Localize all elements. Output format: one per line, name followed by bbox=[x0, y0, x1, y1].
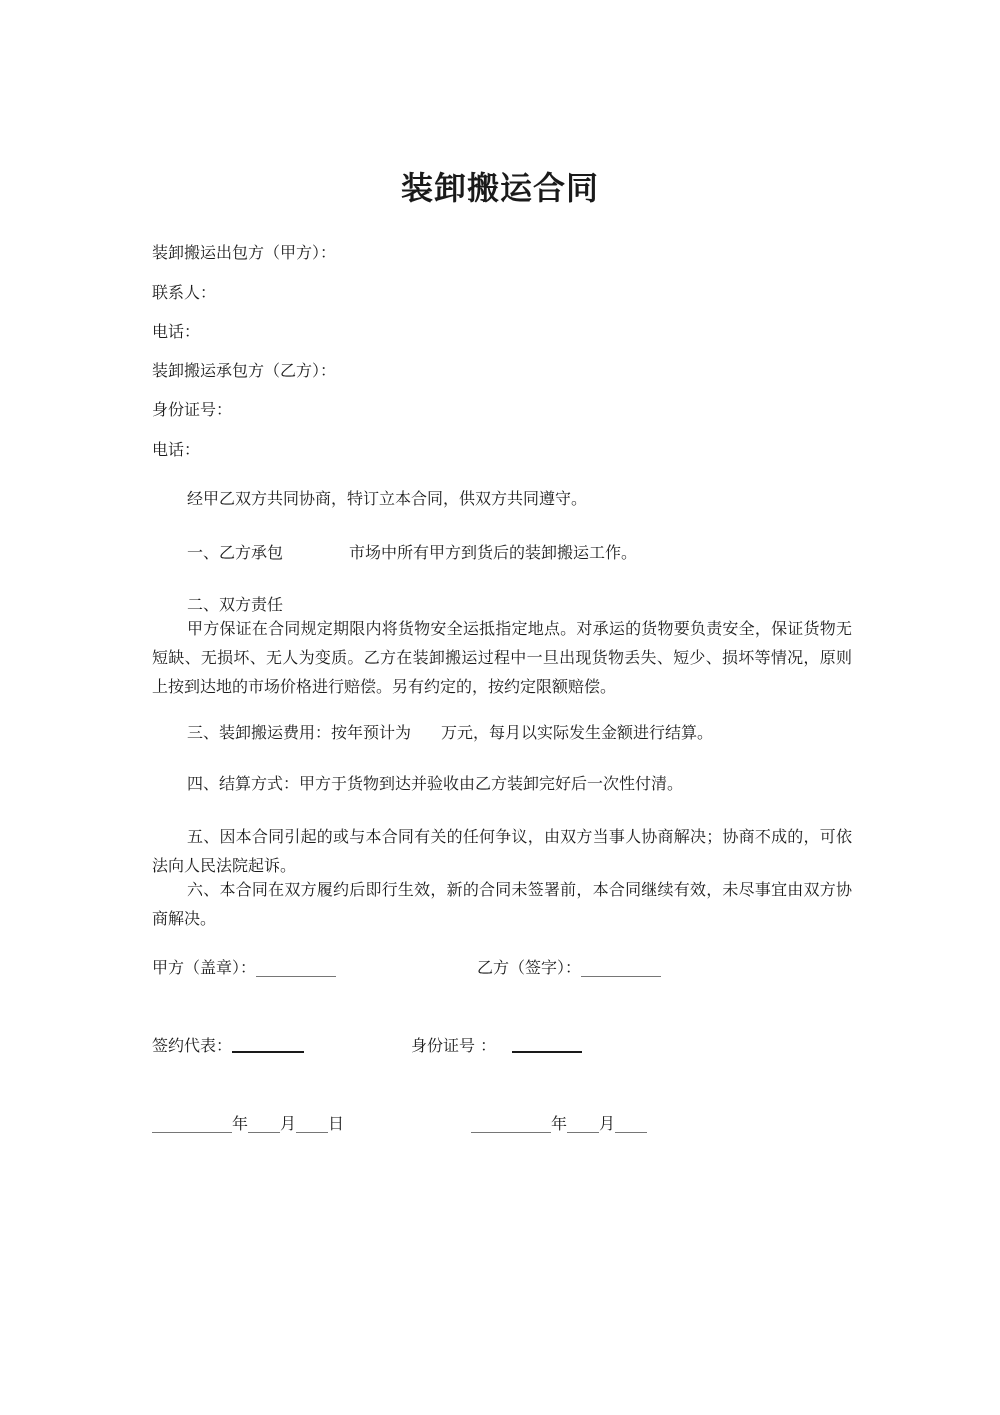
id-number-line: 身份证号： bbox=[152, 400, 233, 419]
clause-1-part1: 一、乙方承包 bbox=[187, 543, 284, 562]
clause-5: 五、因本合同引起的或与本合同有关的任何争议，由双方当事人协商解决；协商不成的，可依法向人民法院起诉。 bbox=[152, 827, 852, 875]
party-a-seal: 甲方（盖章）：__________ bbox=[152, 958, 337, 977]
intro-paragraph: 经甲乙双方共同协商，特订立本合同，供双方共同遵守。 bbox=[187, 489, 588, 508]
date-b: __________年____月____ bbox=[471, 1114, 648, 1133]
party-b-line: 装卸搬运承包方（乙方）： bbox=[152, 361, 337, 380]
id-sign-blank bbox=[512, 1035, 582, 1053]
contact-line: 联系人： bbox=[152, 283, 217, 302]
clause-3-part1: 三、装卸搬运费用：按年预计为 bbox=[187, 723, 412, 742]
phone-b-line: 电话： bbox=[152, 440, 201, 459]
id-sign-label: 身份证号 ： bbox=[411, 1036, 497, 1055]
clause-3 bbox=[187, 720, 713, 746]
party-b-sign: 乙方（签字）：__________ bbox=[477, 958, 662, 977]
clause-1-part2: 市场中所有甲方到货后的装卸搬运工作。 bbox=[349, 543, 638, 562]
clause-2-body: 甲方保证在合同规定期限内将货物安全运抵指定地点。对承运的货物要负责安全，保证货物无短缺、无损坏、无人为变质。乙方在装卸搬运过程中一旦出现货物丢失、短少、损坏等情况，原则上按到达地的市场价格进行赔偿。另有约定的，按约定限额赔偿。 bbox=[152, 619, 852, 696]
phone-a-line: 电话： bbox=[152, 322, 201, 341]
party-a-line: 装卸搬运出包方（甲方）： bbox=[152, 243, 337, 262]
representative-label: 签约代表： bbox=[152, 1036, 233, 1055]
date-a: __________年____月____日 bbox=[152, 1114, 345, 1133]
representative-line bbox=[152, 1033, 304, 1059]
clause-6: 六、本合同在双方履约后即行生效，新的合同未签署前，本合同继续有效，未尽事宜由双方协商解决。 bbox=[152, 880, 852, 928]
clause-1 bbox=[187, 540, 637, 566]
id-sign-line bbox=[411, 1033, 582, 1059]
clause-2-heading: 二、双方责任 bbox=[187, 595, 284, 614]
representative-blank bbox=[232, 1035, 304, 1053]
clause-3-part2: 万元，每月以实际发生金额进行结算。 bbox=[441, 723, 714, 742]
page-title: 装卸搬运合同 bbox=[400, 169, 599, 207]
clause-4: 四、结算方式：甲方于货物到达并验收由乙方装卸完好后一次性付清。 bbox=[187, 774, 684, 793]
